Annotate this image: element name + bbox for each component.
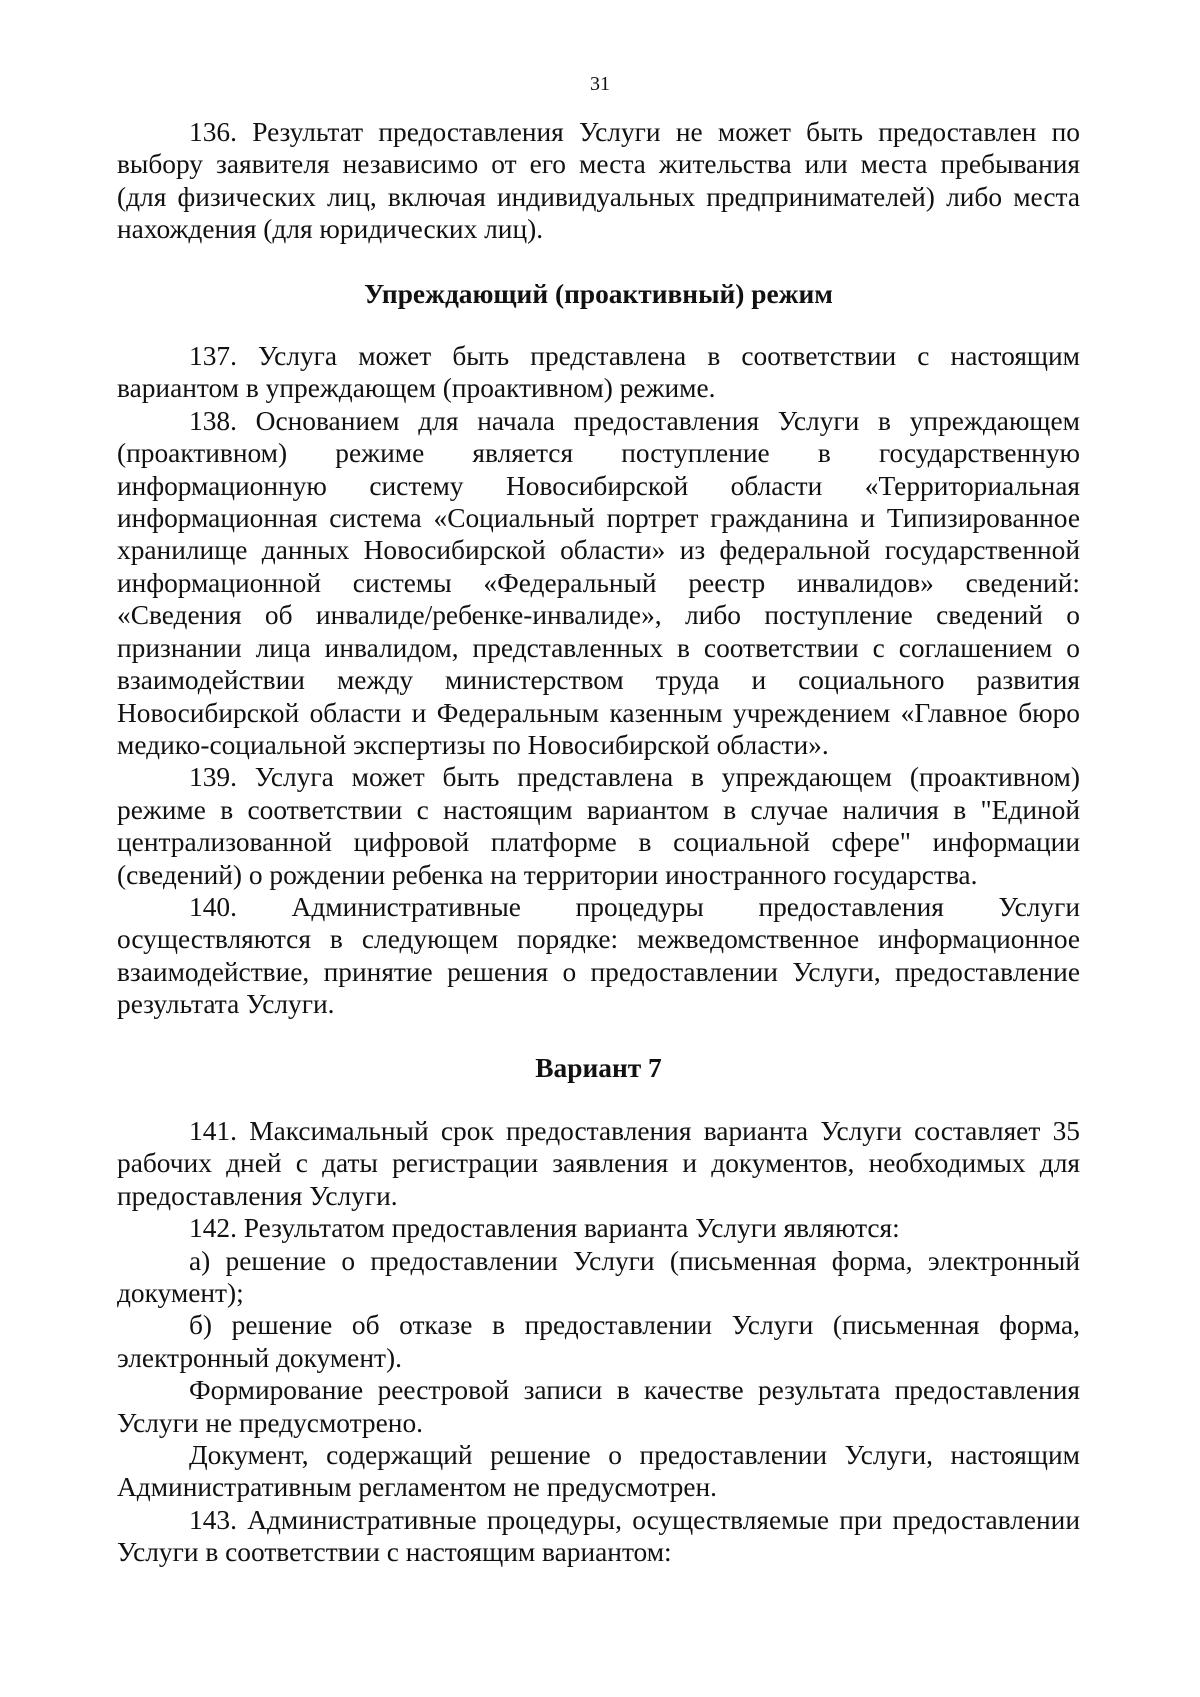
- heading-proactive-mode: Упреждающий (проактивный) режим: [364, 278, 833, 309]
- page-number: 31: [590, 73, 610, 95]
- heading-variant-7: Вариант 7: [535, 1052, 662, 1083]
- spacer: [117, 1084, 1080, 1115]
- paragraph-142-a: а) решение о предоставлении Услуги (письменная форма, электронный документ);: [117, 1245, 1080, 1308]
- paragraph-142-b: б) решение об отказе в предоставлении Услуги (письменная форма, электронный документ).: [117, 1310, 1080, 1373]
- paragraph-142: 142. Результатом предоставления варианта Услуги являются:: [189, 1213, 900, 1244]
- paragraph-143: 143. Административные процедуры, осуществляемые при предоставлении Услуги в соответствии с настоящим вариантом:: [117, 1504, 1080, 1568]
- document-body: [117, 116, 1080, 1569]
- paragraph-139: 139. Услуга может быть представлена в упреждающем (проактивном) режиме в соответствии с настоящим вариантом в случае наличия в "Единой централизованной цифровой платформе в социальной сфере" информации (сведений) о рождении ребенка на территории иностранного государства.: [117, 762, 1080, 890]
- spacer: [117, 246, 1080, 278]
- paragraph-140: 140. Административные процедуры предоставления Услуги осуществляются в следующем порядке: межведомственное информационное взаимодействие, принятие решения о предоставлении Услуги, предоставление результата Услуги.: [117, 891, 1080, 1020]
- paragraph-registry-record: Формирование реестровой записи в качестве результата предоставления Услуги не предусмотрено.: [117, 1375, 1080, 1438]
- spacer: [117, 310, 1080, 340]
- paragraph-decision-document: Документ, содержащий решение о предоставлении Услуги, настоящим Административным регламентом не предусмотрен.: [117, 1440, 1080, 1503]
- paragraph-137: 137. Услуга может быть представлена в соответствии с настоящим вариантом в упреждающем (проактивном) режиме.: [117, 341, 1080, 404]
- paragraph-141: 141. Максимальный срок предоставления варианта Услуги составляет 35 рабочих дней с даты регистрации заявления и документов, необходимых для предоставления Услуги.: [117, 1115, 1080, 1211]
- paragraph-138: 138. Основанием для начала предоставления Услуги в упреждающем (проактивном) режиме является поступление в государственную информационную систему Новосибирской области «Территориальная информационная система «Социальный портрет гражданина и Типизированное хранилище данных Новосибирской области» из федеральной государственной информационной системы «Федеральный реестр инвалидов» сведений: «Сведения об инвалиде/ребенке-инвалиде», либо поступление сведений о признании лица инвалидом, представленных в соответствии с соглашением о взаимодействии между министерством труда и социального развития Новосибирской области и Федеральным казенным учреждением «Главное бюро медико-социальной экспертизы по Новосибирской области».: [117, 405, 1080, 760]
- spacer: [117, 1021, 1080, 1052]
- paragraph-136: 136. Результат предоставления Услуги не может быть предоставлен по выбору заявителя независимо от его места жительства или места пребывания (для физических лиц, включая индивидуальных предпринимателей) либо места нахождения (для юридических лиц).: [117, 117, 1080, 245]
